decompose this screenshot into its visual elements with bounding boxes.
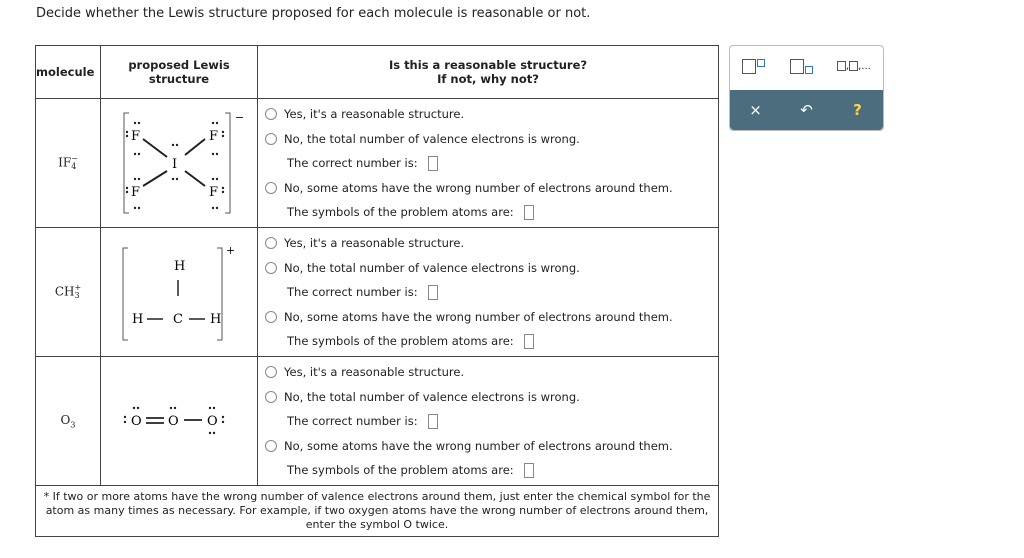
svg-text:−: − [235,111,245,124]
radio-button[interactable] [265,108,277,120]
symbols-input[interactable] [524,463,534,478]
option-yes[interactable]: Yes, it's a reasonable structure. [258,231,718,256]
answer-options [258,228,719,357]
correct-number-input[interactable] [428,414,438,429]
clear-button[interactable]: × [749,101,762,119]
table-row [36,99,719,228]
reason-header: Is this a reasonable structure? If not, why not? [258,46,719,99]
symbols-row: The symbols of the problem atoms are: [258,458,718,483]
option-no-total[interactable]: No, the total number of valence electrons is wrong. [258,384,718,409]
option-yes[interactable]: Yes, it's a reasonable structure. [258,360,718,385]
footnote-row [36,486,719,537]
radio-button[interactable] [265,237,277,249]
list-template-button[interactable]: , , ... [837,61,871,72]
molecule-formula: IF− 4 [36,99,101,228]
answer-toolbar [729,45,884,131]
footnote: * If two or more atoms have the wrong number of valence electrons around them, just enter the chemical symbol for the atom as many times as necessary. For example, if two oxygen atoms have the wrong number of electrons around them, enter the symbol O twice. [36,486,719,537]
lewis-header: proposed Lewis structure [101,46,258,99]
answer-options [258,357,719,486]
option-no-atoms[interactable]: No, some atoms have the wrong number of electrons around them. [258,175,718,200]
svg-text:F: F [131,129,141,144]
svg-text:F: F [131,185,141,200]
superscript-template-button[interactable] [742,59,765,74]
radio-button[interactable] [265,262,277,274]
table-row [36,357,719,486]
answer-options [258,99,719,228]
help-button[interactable]: ? [853,101,862,119]
svg-text:F: F [209,129,219,144]
radio-button[interactable] [265,391,277,403]
lewis-table [35,45,719,537]
subscript-template-button[interactable] [790,59,813,74]
radio-button[interactable] [265,133,277,145]
undo-button[interactable]: ↶ [800,101,813,119]
correct-number-row: The correct number is: [258,151,718,176]
svg-text:H: H [210,312,222,327]
radio-button[interactable] [265,440,277,452]
lewis-structure-ch3 [101,228,258,357]
symbols-row: The symbols of the problem atoms are: [258,200,718,225]
svg-text:H: H [174,259,186,274]
correct-number-input[interactable] [428,285,438,300]
svg-text:O: O [131,414,142,429]
symbols-row: The symbols of the problem atoms are: [258,329,718,354]
correct-number-input[interactable] [428,156,438,171]
symbols-input[interactable] [524,205,534,220]
svg-text:O: O [168,414,179,429]
svg-text:H: H [132,312,144,327]
svg-text:+: + [226,244,236,257]
molecule-formula: $O_3$ [36,357,101,486]
radio-button[interactable] [265,366,277,378]
lewis-structure-if4 [101,99,258,228]
svg-text:C: C [173,312,183,327]
radio-button[interactable] [265,182,277,194]
lewis-structure-o3 [101,357,258,486]
radio-button[interactable] [265,311,277,323]
correct-number-row: The correct number is: [258,280,718,305]
molecule-formula: CH+ 3 [36,228,101,357]
correct-number-row: The correct number is: [258,409,718,434]
molecule-header: molecule [36,46,101,99]
option-no-total[interactable]: No, the total number of valence electrons is wrong. [258,255,718,280]
header-row [36,46,719,99]
svg-text:I: I [172,157,178,172]
option-no-atoms[interactable]: No, some atoms have the wrong number of electrons around them. [258,304,718,329]
table-row [36,228,719,357]
option-no-atoms[interactable]: No, some atoms have the wrong number of electrons around them. [258,433,718,458]
symbols-input[interactable] [524,334,534,349]
option-no-total[interactable]: No, the total number of valence electrons is wrong. [258,126,718,151]
svg-text:O: O [207,414,218,429]
svg-text:F: F [209,185,219,200]
question-text: Decide whether the Lewis structure proposed for each molecule is reasonable or not. [36,6,591,21]
option-yes[interactable]: Yes, it's a reasonable structure. [258,102,718,127]
